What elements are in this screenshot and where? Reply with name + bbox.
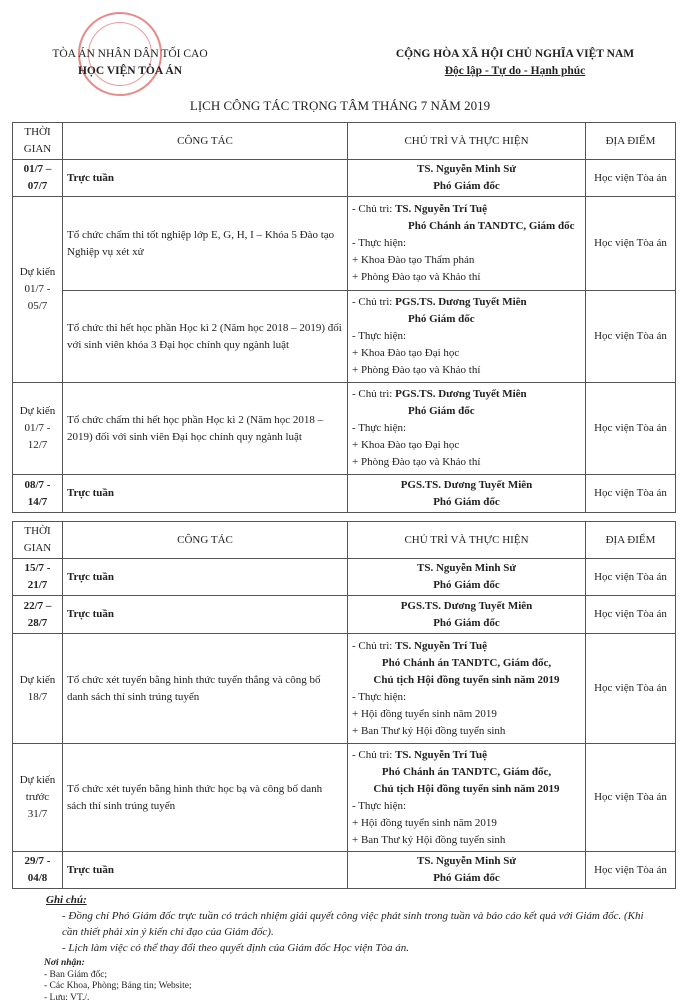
place-cell: Học viện Tòa án [586,559,676,596]
place-cell: Học viện Tòa án [586,475,676,513]
lead-cell [348,744,586,852]
lead-line: Phó Giám đốc [352,494,581,511]
time-cell: 01/7 – 07/7 [13,160,63,197]
lead-cell [348,197,586,291]
lead-label: - Chủ trì: [352,203,395,215]
lead-line: Phó Giám đốc [352,311,581,328]
column-header: CÔNG TÁC [63,123,348,160]
document-title: LỊCH CÔNG TÁC TRỌNG TÂM THÁNG 7 NĂM 2019 [0,98,680,114]
table-row [13,383,676,475]
recipient-item: - Các Khoa, Phòng; Bảng tin; Website; [44,981,675,993]
time-cell: Dự kiến 01/7 - 05/7 [13,197,63,383]
note-item: - Đồng chí Phó Giám đốc trực tuần có trách nhiệm giải quyết công việc phát sinh trong tuần và báo cáo kết quả với Giám đốc. (Khi cần thiết phải xin ý kiến chỉ đạo của Giám đốc). [62,908,662,940]
column-header: ĐỊA ĐIỂM [586,522,676,559]
lead-line: - Thực hiện: [352,420,581,437]
lead-line: + Phòng Đào tạo và Khảo thí [352,362,581,379]
task-cell: Trực tuần [63,559,348,596]
lead-line [352,294,581,311]
place-cell: Học viện Tòa án [586,744,676,852]
column-header: ĐỊA ĐIỂM [586,123,676,160]
task-cell: Tổ chức chấm thi hết học phần Học kì 2 (Năm học 2018 – 2019) đối với sinh viên Đại học chính quy ngành luật [63,383,348,475]
lead-line: TS. Nguyễn Minh Sử [352,161,581,178]
lead-cell [348,383,586,475]
recipients-section [44,958,675,1004]
lead-line: + Phòng Đào tạo và Khảo thí [352,454,581,471]
lead-line: + Hội đồng tuyển sinh năm 2019 [352,815,581,832]
lead-line: PGS.TS. Dương Tuyết Miên [352,598,581,615]
lead-label: - Chủ trì: [352,296,395,308]
table-row [13,852,676,889]
column-header: CHỦ TRÌ VÀ THỰC HIỆN [348,123,586,160]
lead-person: PGS.TS. Dương Tuyết Miên [395,296,527,308]
time-cell: 08/7 - 14/7 [13,475,63,513]
lead-cell [348,160,586,197]
table-header-row [13,522,676,559]
table-row [13,160,676,197]
lead-line: + Hội đồng tuyển sinh năm 2019 [352,706,581,723]
lead-label: - Chủ trì: [352,640,395,652]
recipient-item: - Lưu: VT./. [44,993,675,1004]
task-cell: Trực tuần [63,596,348,634]
recipients-heading: Nơi nhận: [44,958,675,970]
time-cell: Dự kiến 01/7 - 12/7 [13,383,63,475]
column-header: THỜI GIAN [13,123,63,160]
table-row [13,634,676,744]
table-row [13,197,676,291]
time-cell: 22/7 – 28/7 [13,596,63,634]
place-cell: Học viện Tòa án [586,383,676,475]
schedule-table-2 [12,521,676,889]
column-header: CÔNG TÁC [63,522,348,559]
task-cell: Trực tuần [63,475,348,513]
table-row [13,475,676,513]
place-cell: Học viện Tòa án [586,197,676,291]
column-header: THỜI GIAN [13,522,63,559]
lead-line: - Thực hiện: [352,235,581,252]
lead-person: TS. Nguyễn Trí Tuệ [395,749,487,761]
lead-line: TS. Nguyễn Minh Sử [352,853,581,870]
lead-line: Phó Giám đốc [352,577,581,594]
lead-line: + Ban Thư ký Hội đồng tuyển sinh [352,723,581,740]
lead-person: PGS.TS. Dương Tuyết Miên [395,388,527,400]
lead-line [352,638,581,655]
lead-line: - Thực hiện: [352,689,581,706]
lead-person: TS. Nguyễn Trí Tuệ [395,640,487,652]
task-cell: Tổ chức xét tuyển bằng hình thức tuyển thẳng và công bố danh sách thí sinh trúng tuyển [63,634,348,744]
notes-section [62,892,662,956]
lead-line: + Phòng Đào tạo và Khảo thí [352,269,581,286]
time-cell: 15/7 - 21/7 [13,559,63,596]
time-cell: Dự kiến trước 31/7 [13,744,63,852]
place-cell: Học viện Tòa án [586,596,676,634]
note-item: - Lịch làm việc có thể thay đổi theo quyết định của Giám đốc Học viện Tòa án. [62,940,662,956]
table-row [13,744,676,852]
notes-heading: Ghi chú: [46,892,662,908]
lead-line: + Ban Thư ký Hội đồng tuyển sinh [352,832,581,849]
schedule-table-1 [12,122,676,513]
issuer-name: HỌC VIỆN TÒA ÁN [40,63,220,80]
lead-line: Phó Chánh án TANDTC, Giám đốc, [352,764,581,781]
lead-line: Phó Chánh án TANDTC, Giám đốc, [352,655,581,672]
place-cell: Học viện Tòa án [586,160,676,197]
lead-line: + Khoa Đào tạo Thẩm phán [352,252,581,269]
issuer-parent: TÒA ÁN NHÂN DÂN TỐI CAO [40,46,220,63]
lead-label: - Chủ trì: [352,388,395,400]
lead-person: TS. Nguyễn Trí Tuệ [395,203,487,215]
lead-cell [348,852,586,889]
recipient-item: - Ban Giám đốc; [44,970,675,982]
lead-cell [348,634,586,744]
lead-line: Phó Giám đốc [352,178,581,195]
place-cell: Học viện Tòa án [586,634,676,744]
task-cell: Tổ chức xét tuyển bằng hình thức học bạ và công bố danh sách thí sinh trúng tuyển [63,744,348,852]
lead-cell [348,559,586,596]
lead-line: Phó Giám đốc [352,870,581,887]
task-cell: Tổ chức chấm thi tốt nghiệp lớp E, G, H, I – Khóa 5 Đào tạo Nghiệp vụ xét xử [63,197,348,291]
column-header: CHỦ TRÌ VÀ THỰC HIỆN [348,522,586,559]
place-cell: Học viện Tòa án [586,852,676,889]
lead-line [352,386,581,403]
lead-line [352,201,581,218]
place-cell: Học viện Tòa án [586,291,676,383]
lead-line: Chủ tịch Hội đồng tuyển sinh năm 2019 [352,672,581,689]
task-cell: Tổ chức thi hết học phần Học kì 2 (Năm học 2018 – 2019) đối với sinh viên khóa 3 Đại học chính quy ngành luật [63,291,348,383]
lead-cell [348,291,586,383]
issuer-header [40,46,220,80]
lead-label: - Chủ trì: [352,749,395,761]
lead-line: Phó Giám đốc [352,615,581,632]
document-body [12,122,675,1004]
national-header [380,46,650,80]
time-cell: Dự kiến 18/7 [13,634,63,744]
table-row [13,559,676,596]
task-cell: Trực tuần [63,160,348,197]
lead-line [352,747,581,764]
table-row [13,596,676,634]
task-cell: Trực tuần [63,852,348,889]
lead-line: Phó Chánh án TANDTC, Giám đốc [352,218,581,235]
lead-line: - Thực hiện: [352,328,581,345]
national-title: CỘNG HÒA XÃ HỘI CHỦ NGHĨA VIỆT NAM [380,46,650,63]
lead-line: PGS.TS. Dương Tuyết Miên [352,477,581,494]
lead-line: + Khoa Đào tạo Đại học [352,437,581,454]
lead-line: - Thực hiện: [352,798,581,815]
lead-line: Phó Giám đốc [352,403,581,420]
lead-cell [348,596,586,634]
national-motto: Độc lập - Tự do - Hạnh phúc [380,63,650,80]
table-row [13,291,676,383]
table-header-row [13,123,676,160]
lead-cell [348,475,586,513]
lead-line: Chủ tịch Hội đồng tuyển sinh năm 2019 [352,781,581,798]
time-cell: 29/7 - 04/8 [13,852,63,889]
lead-line: + Khoa Đào tạo Đại học [352,345,581,362]
lead-line: TS. Nguyễn Minh Sử [352,560,581,577]
